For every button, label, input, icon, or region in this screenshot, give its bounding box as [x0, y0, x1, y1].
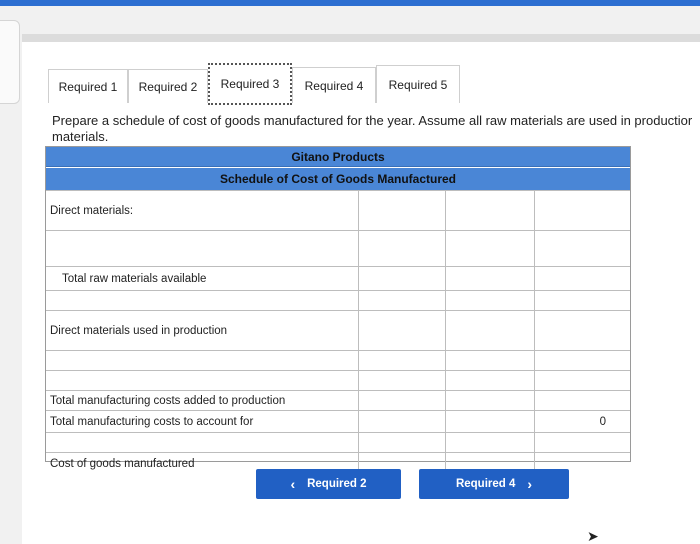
row-label[interactable]: [46, 291, 358, 310]
amount-cell-1[interactable]: [358, 311, 445, 350]
company-name: Gitano Products: [46, 147, 630, 167]
row-label: Total raw materials available: [62, 273, 207, 285]
instructions-line-1: Prepare a schedule of cost of goods manufactured for the year. Assume all raw materials are used in productior: [52, 113, 693, 128]
schedule-table: [45, 146, 631, 470]
amount-cell-2[interactable]: [445, 291, 534, 310]
row-label: Cost of goods manufactured: [50, 458, 195, 470]
tab-required-2[interactable]: Required 2: [128, 69, 208, 103]
row-label: Total manufacturing costs to account for: [50, 416, 254, 428]
top-accent-bar: [0, 0, 700, 6]
amount-cell-1[interactable]: [358, 351, 445, 370]
schedule-title: Schedule of Cost of Goods Manufactured: [46, 168, 630, 190]
row-label[interactable]: [46, 351, 358, 370]
row-label[interactable]: [46, 371, 358, 390]
amount-cell-3[interactable]: [534, 433, 630, 452]
amount-cell-1[interactable]: [358, 267, 445, 290]
amount-cell-3[interactable]: [534, 311, 630, 350]
amount-cell-1[interactable]: [358, 371, 445, 390]
tab-required-4[interactable]: Required 4: [292, 67, 376, 103]
table-row: [46, 290, 630, 310]
amount-cell-2[interactable]: [445, 311, 534, 350]
table-row: [46, 266, 630, 290]
table-row: [46, 370, 630, 390]
side-panel: [0, 20, 20, 104]
chevron-right-icon: ›: [527, 476, 533, 492]
amount-cell-3[interactable]: [534, 267, 630, 290]
instructions-line-2: materials.: [52, 129, 109, 144]
row-label[interactable]: [46, 231, 358, 266]
amount-cell-2[interactable]: [445, 371, 534, 390]
amount-cell-1[interactable]: [358, 291, 445, 310]
amount-cell-2[interactable]: [445, 231, 534, 266]
amount-cell-2[interactable]: [445, 433, 534, 452]
table-row: [46, 230, 630, 266]
next-required-button[interactable]: [419, 469, 569, 499]
amount-cell-1[interactable]: [358, 391, 445, 410]
table-row: [46, 310, 630, 350]
amount-cell-2[interactable]: [445, 267, 534, 290]
instructions: [52, 113, 700, 145]
row-label: Direct materials:: [50, 205, 134, 217]
table-row: [46, 410, 630, 432]
amount-cell-1[interactable]: [358, 191, 445, 230]
chevron-left-icon: ‹: [290, 476, 296, 492]
amount-cell-3[interactable]: [534, 191, 630, 230]
row-label[interactable]: [46, 433, 358, 452]
amount-cell-3[interactable]: [534, 231, 630, 266]
amount-cell-2[interactable]: [445, 391, 534, 410]
amount-cell-1[interactable]: [358, 433, 445, 452]
tab-required-3[interactable]: Required 3: [208, 63, 292, 105]
row-label: Total manufacturing costs added to production: [50, 395, 286, 407]
amount-cell-3[interactable]: 0: [534, 411, 630, 432]
table-row: [46, 350, 630, 370]
prev-button-label: Required 2: [307, 478, 367, 490]
amount-cell-3[interactable]: [534, 371, 630, 390]
tab-required-1[interactable]: Required 1: [48, 69, 128, 103]
table-row: [46, 432, 630, 452]
amount-cell-3[interactable]: [534, 391, 630, 410]
tab-required-5[interactable]: Required 5: [376, 65, 460, 103]
amount-cell-1[interactable]: [358, 411, 445, 432]
amount-cell-2[interactable]: [445, 351, 534, 370]
amount-cell-2[interactable]: [445, 191, 534, 230]
amount-cell-2[interactable]: [445, 411, 534, 432]
prev-required-button[interactable]: [256, 469, 401, 499]
next-button-label: Required 4: [455, 478, 516, 490]
table-row: [46, 390, 630, 410]
amount-cell-1[interactable]: [358, 231, 445, 266]
mouse-cursor-icon: ➤: [587, 528, 599, 544]
amount-cell-3[interactable]: [534, 291, 630, 310]
row-label: Direct materials used in production: [50, 325, 228, 337]
table-row: [46, 190, 630, 230]
amount-cell-3[interactable]: [534, 351, 630, 370]
